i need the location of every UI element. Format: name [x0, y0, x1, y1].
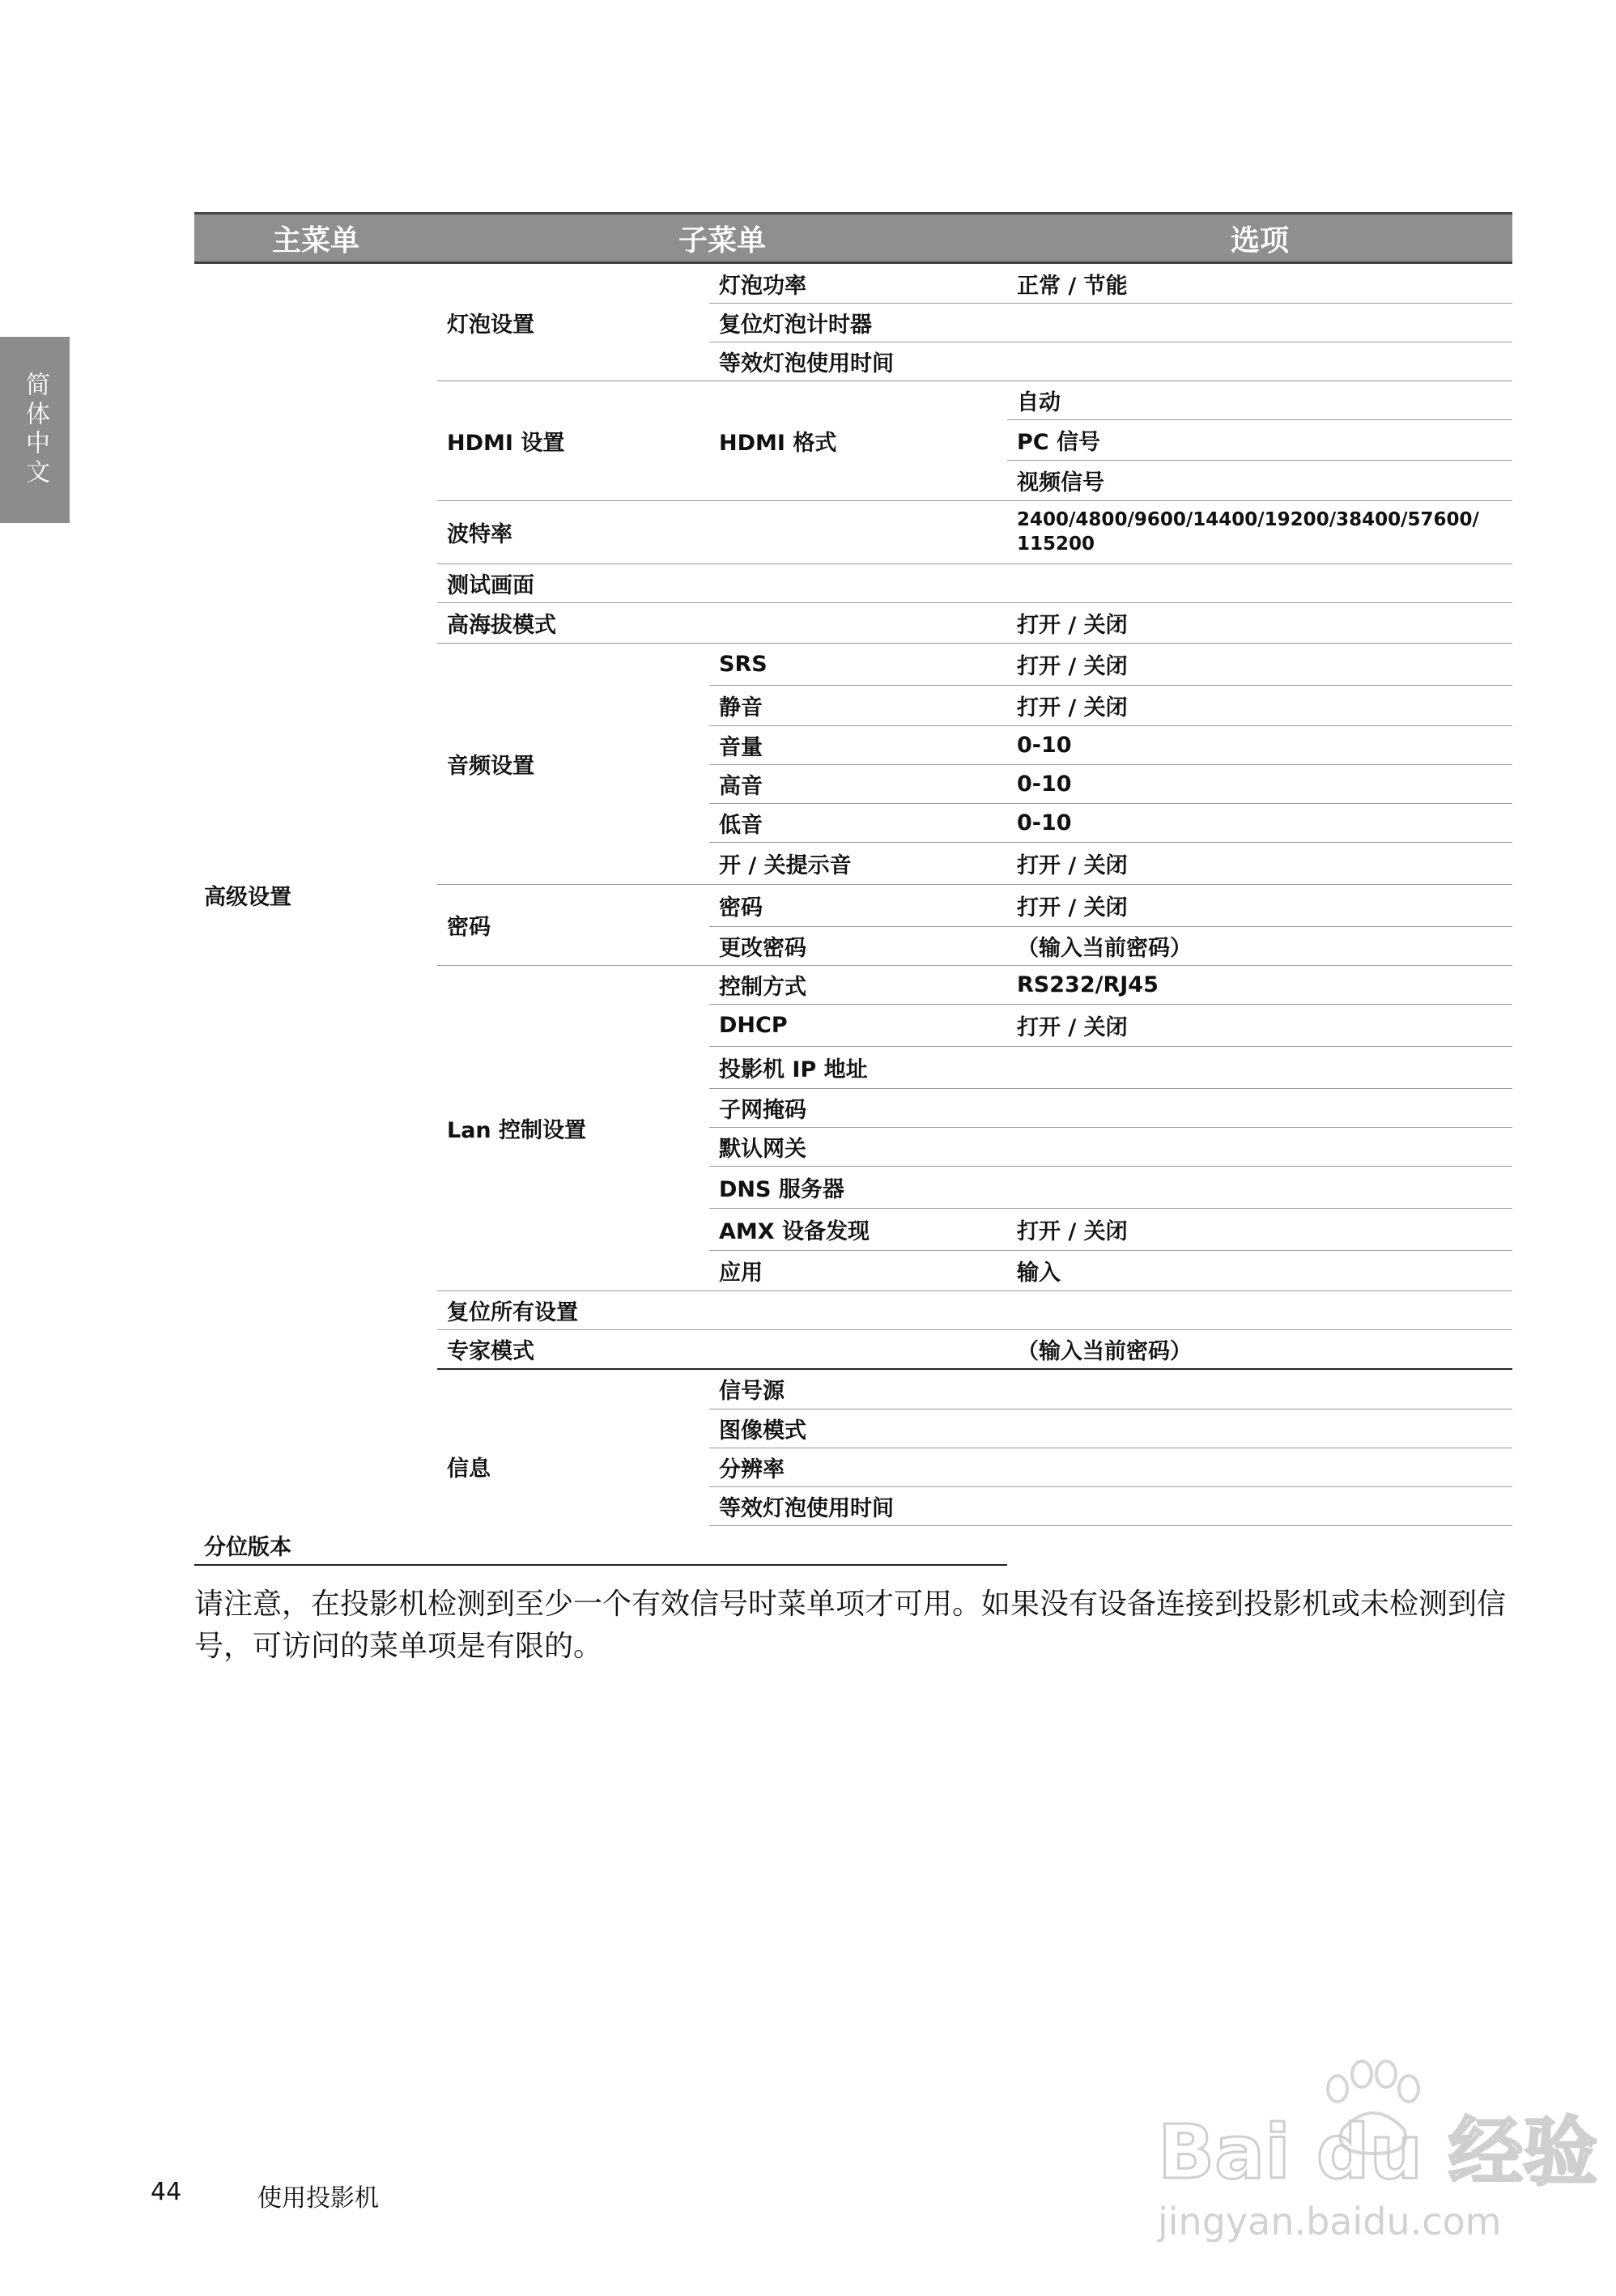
submenu-test-pattern: 测试画面	[437, 564, 1007, 603]
option-value	[1007, 1128, 1512, 1167]
submenu-item: AMX 设备发现	[709, 1209, 1007, 1251]
option-value: 2400/4800/9600/14400/19200/38400/57600/ 115200	[1007, 501, 1512, 564]
submenu-item: 开 / 关提示音	[709, 843, 1007, 885]
option-value	[1007, 1089, 1512, 1128]
submenu-item: 子网掩码	[709, 1089, 1007, 1128]
submenu-item: 更改密码	[709, 927, 1007, 966]
submenu-item: 灯泡功率	[709, 263, 1007, 304]
option-value	[1007, 564, 1512, 603]
option-value: 打开 / 关闭	[1007, 843, 1512, 885]
option-value: 视频信号	[1007, 461, 1512, 501]
main-menu-advanced: 高级设置	[204, 884, 291, 910]
submenu-lan-control: Lan 控制设置	[437, 966, 709, 1291]
submenu-item: 等效灯泡使用时间	[709, 342, 1007, 381]
info-item: 信号源	[709, 1369, 1512, 1409]
option-value: 打开 / 关闭	[1007, 885, 1512, 927]
header-options: 选项	[1007, 214, 1512, 263]
language-side-tab	[0, 337, 70, 523]
submenu-item: 投影机 IP 地址	[709, 1047, 1007, 1089]
option-value	[709, 1526, 1007, 1565]
info-item: 图像模式	[709, 1409, 1512, 1448]
option-value: PC 信号	[1007, 420, 1512, 461]
option-value	[1007, 1291, 1512, 1330]
info-item: 分辨率	[709, 1448, 1512, 1487]
submenu-baud-rate: 波特率	[437, 501, 1007, 564]
watermark-brand: Bai du 经验	[1158, 2109, 1598, 2196]
submenu-expert-mode: 专家模式	[437, 1330, 1007, 1369]
language-label: 简体中文	[21, 372, 49, 488]
submenu-item: 控制方式	[709, 966, 1007, 1005]
header-main-menu: 主菜单	[194, 214, 437, 263]
info-item: 等效灯泡使用时间	[709, 1487, 1512, 1526]
submenu-item: 应用	[709, 1251, 1007, 1291]
option-value	[1007, 1167, 1512, 1209]
option-value: （输入当前密码）	[1007, 927, 1512, 966]
submenu-audio: 音频设置	[437, 644, 709, 885]
submenu-password: 密码	[437, 885, 709, 966]
submenu-item: DHCP	[709, 1005, 1007, 1047]
submenu-item: 密码	[709, 885, 1007, 927]
submenu-item: 音量	[709, 726, 1007, 765]
submenu-hdmi: HDMI 设置	[437, 381, 709, 501]
submenu-item: 复位灯泡计时器	[709, 304, 1007, 342]
option-value: 打开 / 关闭	[1007, 1005, 1512, 1047]
header-sub-menu: 子菜单	[437, 214, 1007, 263]
table-header	[194, 214, 1512, 263]
option-value	[1007, 342, 1512, 381]
page-number: 44	[151, 2178, 182, 2206]
menu-table	[194, 212, 1512, 1566]
option-value	[1007, 304, 1512, 342]
submenu-item: 高音	[709, 765, 1007, 804]
submenu-item: DNS 服务器	[709, 1167, 1007, 1209]
section-title: 使用投影机	[257, 2184, 379, 2213]
main-menu-info: 信息	[437, 1369, 709, 1565]
option-value	[1007, 1047, 1512, 1089]
option-value: 打开 / 关闭	[1007, 1209, 1512, 1251]
watermark-url: jingyan.baidu.com	[1158, 2200, 1502, 2243]
info-item: 分位版本	[194, 1526, 709, 1565]
table-row	[194, 263, 1512, 304]
baidu-watermark	[1125, 2040, 1598, 2251]
submenu-item: 静音	[709, 686, 1007, 726]
submenu-reset-all: 复位所有设置	[437, 1291, 1007, 1330]
option-value: 0-10	[1007, 726, 1512, 765]
table-row	[194, 1526, 1512, 1565]
submenu-item: 默认网关	[709, 1128, 1007, 1167]
option-value: 打开 / 关闭	[1007, 644, 1512, 686]
submenu-item: HDMI 格式	[709, 381, 1007, 501]
option-value: 0-10	[1007, 765, 1512, 804]
submenu-lamp: 灯泡设置	[437, 263, 709, 381]
option-value: 正常 / 节能	[1007, 263, 1512, 304]
option-value: 打开 / 关闭	[1007, 603, 1512, 644]
option-value: 0-10	[1007, 804, 1512, 843]
submenu-item: 低音	[709, 804, 1007, 843]
availability-note: 请注意，在投影机检测到至少一个有效信号时菜单项才可用。如果没有设备连接到投影机或未检测到信号，可访问的菜单项是有限的。	[194, 1588, 1507, 1663]
submenu-high-altitude: 高海拔模式	[437, 603, 1007, 644]
submenu-item: SRS	[709, 644, 1007, 686]
option-value: RS232/RJ45	[1007, 966, 1512, 1005]
option-value: 自动	[1007, 381, 1512, 420]
option-value: 打开 / 关闭	[1007, 686, 1512, 726]
option-value: （输入当前密码）	[1007, 1330, 1512, 1369]
option-value: 输入	[1007, 1251, 1512, 1291]
